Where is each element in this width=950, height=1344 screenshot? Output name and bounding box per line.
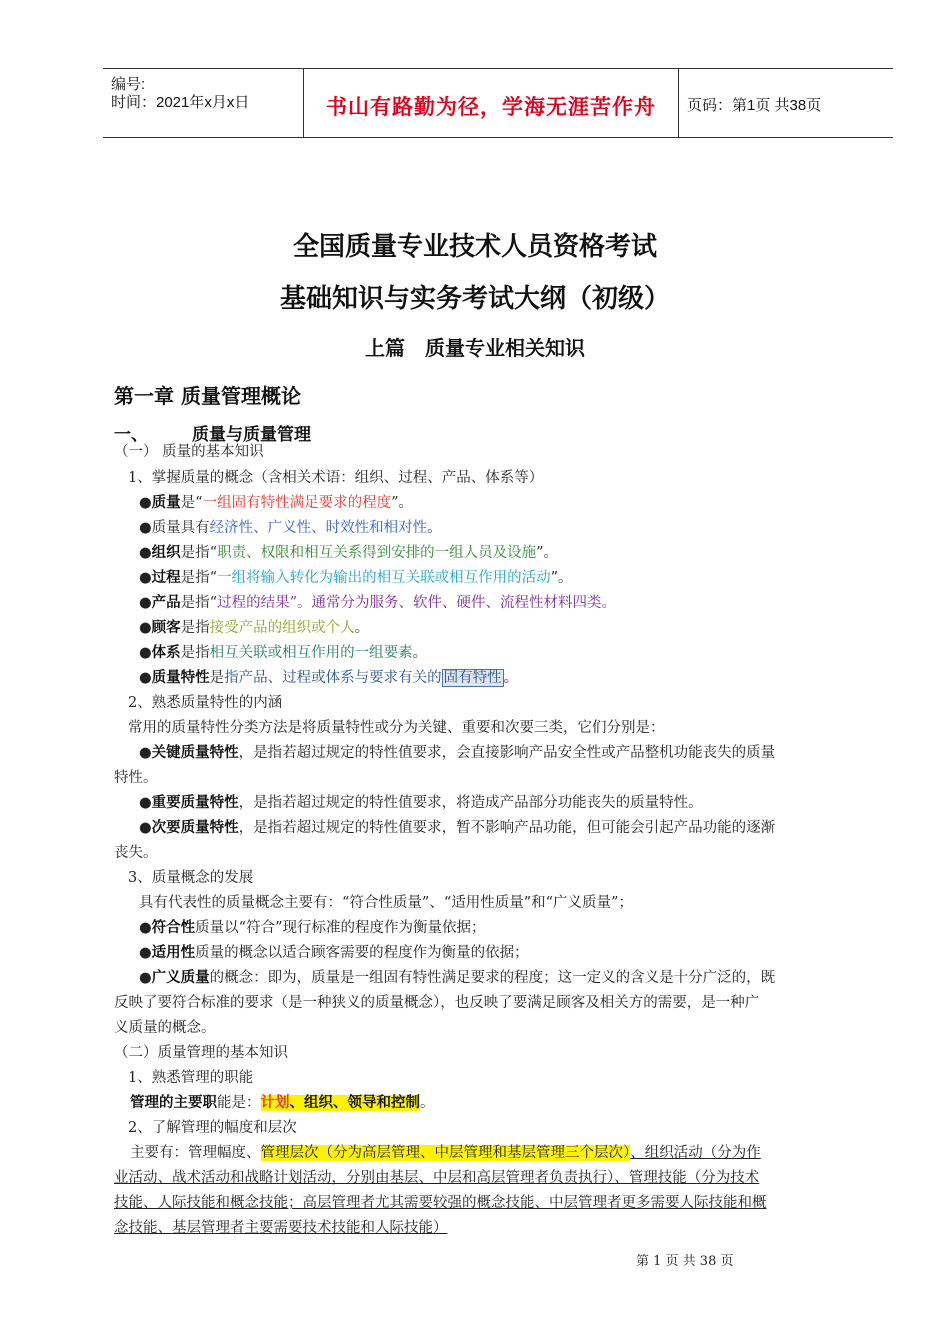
important-characteristic xyxy=(139,793,911,813)
document-header xyxy=(103,68,893,138)
definition: 经济性、广义性、时效性和相对性 xyxy=(209,520,428,536)
definition-organization xyxy=(139,543,911,563)
term: 关键质量特性 xyxy=(151,745,239,761)
underlined-text: 分别由基层、中层和高层管理者负责执行）、管理技能（分为技术 xyxy=(346,1170,760,1186)
highlight-plan: 计划 xyxy=(260,1095,290,1111)
document-title: 全国质量专业技术人员资格考试 xyxy=(292,232,657,262)
paragraph: 反映了要符合标准的要求（是一种狭义的质量概念），也反映了要满足顾客及相关方的需要，是一种广 xyxy=(114,995,760,1011)
text: 是 xyxy=(209,670,225,686)
paragraph: 常用的质量特性分类方法是将质量特性或分为关键、重要和次要三类，它们分别是： xyxy=(128,720,665,736)
term: 组织 xyxy=(151,545,181,561)
text: 主要有：管理幅度、 xyxy=(130,1145,261,1161)
motto: 书山有路勤为径，学海无涯苦作舟 xyxy=(326,95,656,119)
definition: 职责、权限和相互关系得到安排的一组人员及设施 xyxy=(217,545,537,561)
definition: 过程的结果 xyxy=(217,595,290,611)
highlighted-term: 固有特性 xyxy=(443,670,502,686)
paragraph: 丧失。 xyxy=(114,845,158,861)
text: 是指“ xyxy=(180,545,218,561)
bullet-icon: ● xyxy=(139,620,152,636)
paragraph: 3、质量概念的发展 xyxy=(128,870,254,886)
term: 产品 xyxy=(151,595,181,611)
text: 能是： xyxy=(217,1095,261,1111)
definition-system xyxy=(139,643,911,663)
definition-quality-characteristic xyxy=(139,668,911,688)
paragraph xyxy=(114,1168,886,1188)
definition: 接受产品的组织或个人 xyxy=(209,620,355,636)
definition: 一组将输入转化为输出的相互关联或相互作用的活动 xyxy=(217,570,551,586)
text: 。 xyxy=(420,1095,435,1111)
term: 次要质量特性 xyxy=(151,820,239,836)
text: ，是指若超过规定的特性值要求，会直接影响产品安全性或产品整机功能丧失的质量 xyxy=(238,745,776,761)
bullet-icon: ● xyxy=(139,920,152,936)
term: 过程 xyxy=(151,570,181,586)
bullet-icon: ● xyxy=(139,495,152,511)
text: ”。通常分为服务、软件、硬件、流程性材料四类。 xyxy=(289,595,616,611)
text: ，是指若超过规定的特性值要求，暂不影响产品功能，但可能会引起产品功能的逐渐 xyxy=(238,820,776,836)
paragraph: 2、熟悉质量特性的内涵 xyxy=(128,695,283,711)
bullet-icon: ● xyxy=(139,520,152,536)
paragraph: 特性。 xyxy=(114,770,158,786)
code-label: 编号: xyxy=(111,76,146,93)
bullet-icon: ● xyxy=(139,820,152,836)
minor-characteristic xyxy=(139,818,911,838)
section-number: 一、 xyxy=(114,425,148,445)
text: 业活动、战术活动和战略计划活动， xyxy=(114,1170,346,1186)
definition-product xyxy=(139,593,911,613)
chapter-heading: 第一章 质量管理概论 xyxy=(114,384,301,408)
highlighted-text: 管理层次（分为高层管理、中层管理和基层管理三个层次） xyxy=(260,1145,631,1161)
text: ”。 xyxy=(391,495,413,511)
paragraph: 念技能、基层管理者主要需要技术技能和人际技能） xyxy=(114,1220,448,1236)
definition: 相互关联或相互作用的一组要素 xyxy=(209,645,413,661)
paragraph: 1、掌握质量的概念（含相关术语：组织、过程、产品、体系等） xyxy=(128,470,544,486)
text: 是“ xyxy=(180,495,203,511)
highlighted-functions xyxy=(261,1095,421,1111)
text: 。 xyxy=(427,520,442,536)
paragraph: 2、了解管理的幅度和层次 xyxy=(128,1120,297,1136)
text: ，是指若超过规定的特性值要求，将造成产品部分功能丧失的质量特性。 xyxy=(238,795,703,811)
definition-process xyxy=(139,568,911,588)
bullet-icon: ● xyxy=(139,795,152,811)
term: 质量特性 xyxy=(151,670,210,686)
bullet-icon: ● xyxy=(139,595,152,611)
definition-properties xyxy=(139,518,911,538)
highlight-rest: 、组织、领导和控制 xyxy=(289,1095,420,1111)
page-number-label: 页码：第1页 共38页 xyxy=(687,97,822,114)
bullet-icon: ● xyxy=(139,945,152,961)
term: 顾客 xyxy=(151,620,181,636)
text: 是指 xyxy=(180,620,210,636)
text: 是指“ xyxy=(180,570,218,586)
paragraph: 1、熟悉管理的职能 xyxy=(128,1070,254,1086)
definition: 一组固有特性满足要求的程度 xyxy=(202,495,392,511)
page-footer: 第 1 页 共 38 页 xyxy=(636,1254,734,1269)
bullet-icon: ● xyxy=(139,545,152,561)
header-motto-cell xyxy=(303,69,679,137)
definition: 指产品、过程或体系与要求有关的 xyxy=(224,670,442,686)
header-left-cell xyxy=(103,69,303,137)
paragraph: 技能、人际技能和概念技能；高层管理者尤其需要较强的概念技能、中层管理者更多需要人际技能和概 xyxy=(114,1195,767,1211)
bullet-icon: ● xyxy=(139,570,152,586)
broad-quality xyxy=(139,968,911,988)
text: 。 xyxy=(412,645,428,661)
text: 质量具有 xyxy=(151,520,210,536)
term: 体系 xyxy=(151,645,181,661)
text: 。 xyxy=(503,670,519,686)
management-functions xyxy=(130,1093,902,1113)
bullet-icon: ● xyxy=(139,645,152,661)
term: 适用性 xyxy=(151,945,196,961)
header-right-cell xyxy=(679,69,893,137)
fitness-quality xyxy=(139,943,911,963)
text: 是指“ xyxy=(180,595,218,611)
term: 符合性 xyxy=(151,920,196,936)
term: 重要质量特性 xyxy=(151,795,239,811)
document-subtitle: 基础知识与实务考试大纲（初级） xyxy=(279,284,670,314)
term: 管理的主要职 xyxy=(130,1095,217,1111)
bullet-icon: ● xyxy=(139,670,152,686)
definition-quality xyxy=(139,493,911,513)
paragraph: （一） 质量的基本知识 xyxy=(114,444,264,460)
key-characteristic xyxy=(139,743,911,763)
text: 是指 xyxy=(180,645,210,661)
term: 广义质量 xyxy=(151,970,210,986)
paragraph: 义质量的概念。 xyxy=(114,1020,216,1036)
text: 的概念：即为，质量是一组固有特性满足要求的程度；这一定义的含义是十分广泛的，既 xyxy=(209,970,776,986)
subsection-heading: （二）质量管理的基本知识 xyxy=(114,1045,288,1061)
definition-customer xyxy=(139,618,911,638)
time-label: 时间：2021年x月x日 xyxy=(111,94,250,111)
term: 质量 xyxy=(151,495,181,511)
text: 质量以“符合”现行标准的程度作为衡量依据； xyxy=(195,920,486,936)
text: ”。 xyxy=(536,545,558,561)
text: ”。 xyxy=(550,570,573,586)
bullet-icon: ● xyxy=(139,745,152,761)
paragraph: 具有代表性的质量概念主要有：“符合性质量”、“适用性质量”和“广义质量”； xyxy=(139,895,633,911)
part-title: 上篇 质量专业相关知识 xyxy=(365,336,585,360)
conformance-quality xyxy=(139,918,911,938)
bullet-icon: ● xyxy=(139,970,152,986)
management-levels xyxy=(130,1143,902,1163)
text: 。 xyxy=(354,620,370,636)
text: 、组织活动（分为作 xyxy=(630,1145,761,1161)
text: 质量的概念以适合顾客需要的程度作为衡量的依据； xyxy=(195,945,529,961)
section-title: 质量与质量管理 xyxy=(192,425,311,445)
